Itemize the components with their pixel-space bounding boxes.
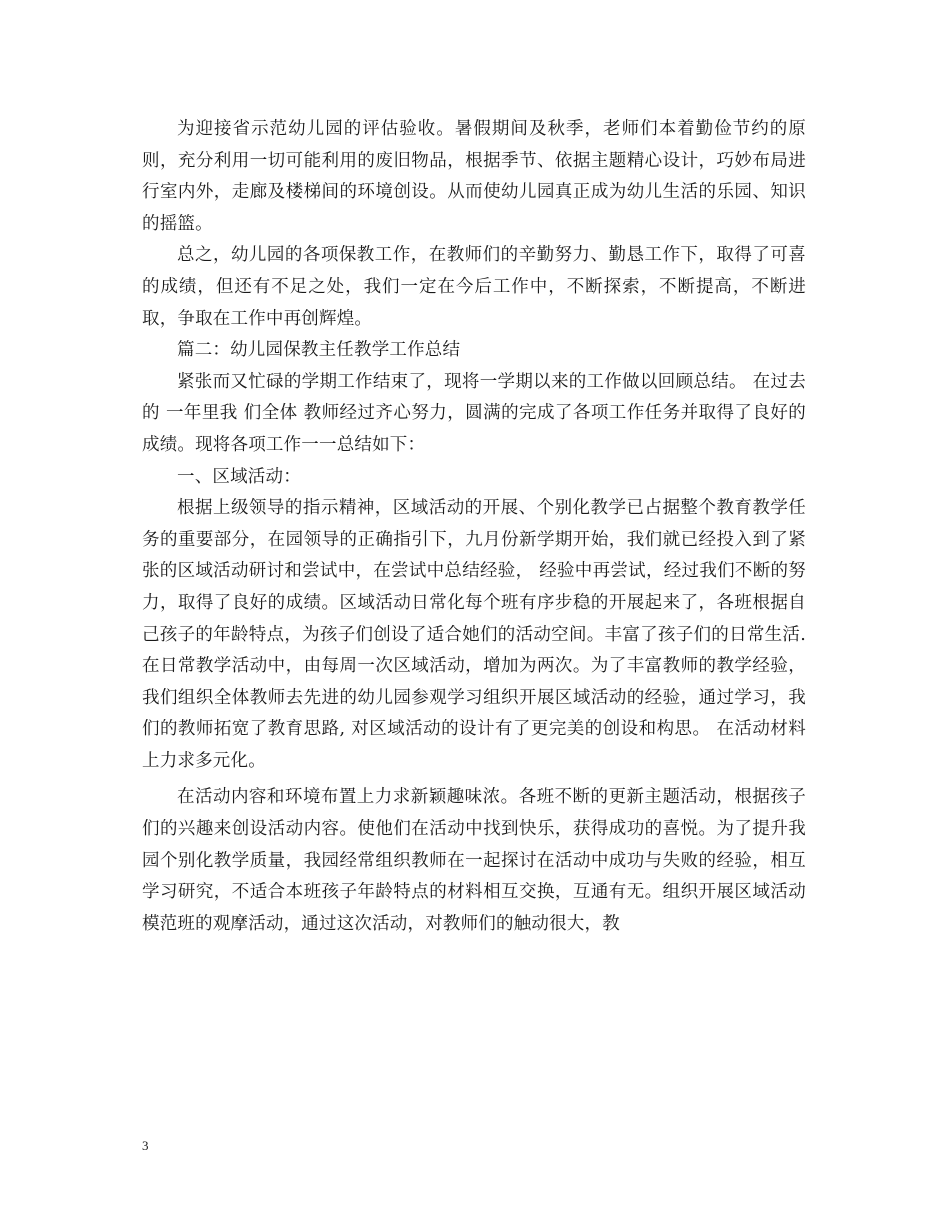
subheading-area-activities: 一、区域活动： <box>177 466 301 487</box>
paragraph-environment: 为迎接省示范幼儿园的评估验收。暑假期间及秋季，老师们本着勤俭节约的原则，充分利用一切可能利用的废旧物品，根据季节、依据主题精心设计，巧妙布局进行室内外，走廊及楼梯间的环境创设。从而使幼儿园真正成为幼儿生活的乐园、知识的摇篮。 <box>142 119 806 234</box>
paragraph-activity-content: 在活动内容和环境布置上力求新颖趣味浓。各班不断的更新主题活动，根据孩子们的兴趣来创设活动内容。使他们在活动中找到快乐，获得成功的喜悦。为了提升我园个别化教学质量，我园经常组织教师在一起探讨在活动中成功与失败的经验，相互学习研究，不适合本班孩子年龄特点的材料相互交换，互通有无。组织开展区域活动模范班的观摩活动，通过这次活动，对教师们的触动很大，教 <box>142 787 806 934</box>
paragraph-area-activities: 根据上级领导的指示精神，区域活动的开展、个别化教学已占据整个教育教学任务的重要部分，在园领导的正确指引下，九月份新学期开始，我们就已经投入到了紧张的区域活动研讨和尝试中，在尝试中总结经验， 经验中再尝试，经过我们不断的努力，取得了良好的成绩。区域活动日常化每个班有序步稳的开展起来了，各班根据自己孩子的年龄特点，为孩子们创设了适合她们的活动空间。丰富了孩子们的日常生活.在日常教学活动中，由每周一次区域活动，增加为两次。为了丰富教师的教学经验，我们组织全体教师去先进的幼儿园参观学习组织开展区域活动的经验，通过学习，我们的教师拓宽了教育思路, 对区域活动的设计有了更完美的创设和构思。 在活动材料上力求多元化。 <box>142 498 806 771</box>
paragraph-summary: 总之，幼儿园的各项保教工作，在教师们的辛勤努力、勤恳工作下，取得了可喜的成绩，但还有不足之处，我们一定在今后工作中，不断探索，不断提高，不断进取，争取在工作中再创辉煌。 <box>142 245 806 329</box>
paragraph-intro: 紧张而又忙碌的学期工作结束了，现将一学期以来的工作做以回顾总结。 在过去的 一年里我 们全体 教师经过齐心努力，圆满的完成了各项工作任务并取得了良好的成绩。现将各项工作一一总结如下： <box>142 371 806 455</box>
page-number: 3 <box>142 1138 149 1153</box>
section-heading-part-two: 篇二：幼儿园保教主任教学工作总结 <box>177 340 461 361</box>
document-body <box>142 114 806 940</box>
